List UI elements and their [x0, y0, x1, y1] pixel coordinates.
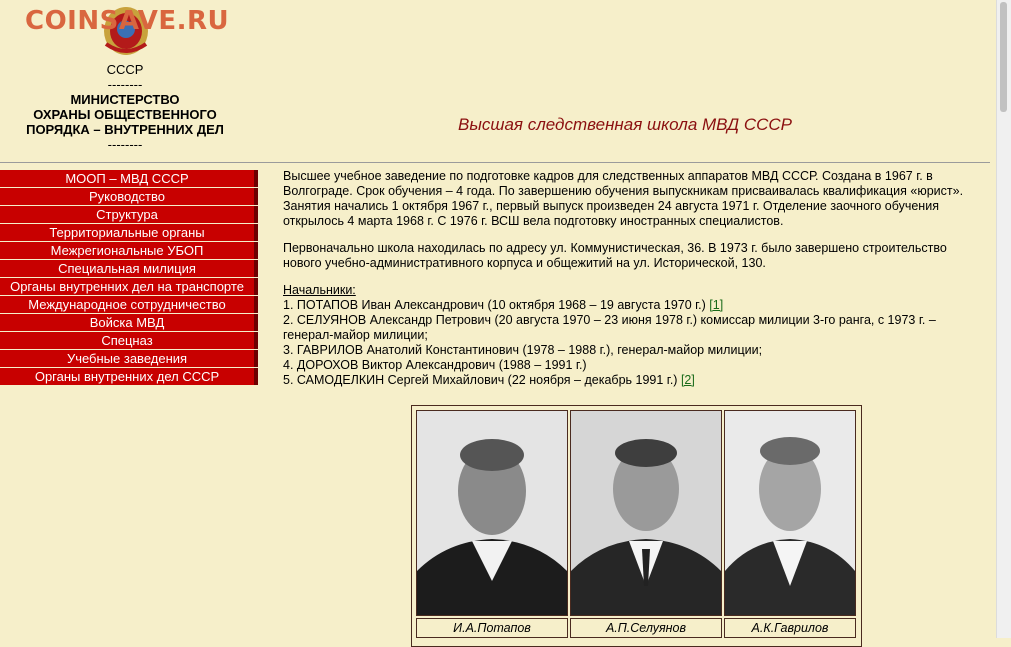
ministry-line-1: МИНИСТЕРСТВО	[70, 92, 180, 107]
menu-item-transport[interactable]: Органы внутренних дел на транспорте	[0, 278, 258, 295]
portrait-gavrilov	[724, 410, 856, 616]
vertical-scrollbar[interactable]	[996, 0, 1011, 638]
header-divider-bottom: --------	[107, 137, 143, 152]
page-title: Высшая следственная школа МВД СССР	[457, 115, 793, 134]
ministry-line-3: ПОРЯДКА – ВНУТРЕННИХ ДЕЛ	[26, 122, 224, 137]
menu-item-structure[interactable]: Структура	[0, 206, 258, 223]
menu-item-international[interactable]: Международное сотрудничество	[0, 296, 258, 313]
chief-item: 4. ДОРОХОВ Виктор Александрович (1988 – 1991 г.)	[283, 358, 587, 372]
menu-item-territorial[interactable]: Территориальные органы	[0, 224, 258, 241]
portrait-seluyanov	[570, 410, 722, 616]
chief-item: 1. ПОТАПОВ Иван Александрович (10 октября 1968 – 19 августа 1970 г.) [1]	[283, 298, 724, 312]
location-paragraph: Первоначально школа находилась по адресу ул. Коммунистическая, 36. В 1973 г. было завершено строительство нового учебно-административного корпуса и общежитий на ул. Исторической, 130.	[283, 241, 947, 270]
header-separator	[0, 162, 990, 163]
portrait-caption: И.А.Потапов	[416, 618, 568, 638]
intro-paragraph: Высшее учебное заведение по подготовке кадров для следственных аппаратов МВД СССР. Создана в 1967 г. в Волгограде. Срок обучения – 4 года. По завершению обучения выпускникам присваивалась квалификация «юрист». Занятия начались 1 октября 1967 г., первый выпуск произведен 24 августа 1971 г. Отделение заочного обучения открылось 4 марта 1968 г. С 1976 г. ВСШ вела подготовку иностранных специалистов.	[283, 169, 964, 228]
ministry-header	[0, 62, 250, 152]
chiefs-heading: Начальники:	[283, 283, 356, 297]
scrollbar-thumb[interactable]	[1000, 2, 1007, 112]
main-content	[283, 169, 983, 388]
footnote-link-2[interactable]: [2]	[680, 373, 695, 387]
portrait-potapov	[416, 410, 568, 616]
menu-item-leadership[interactable]: Руководство	[0, 188, 258, 205]
portrait-caption: А.П.Селуянов	[570, 618, 722, 638]
portrait-table	[411, 405, 862, 647]
menu-item-education[interactable]: Учебные заведения	[0, 350, 258, 367]
chief-item: 3. ГАВРИЛОВ Анатолий Константинович (1978 – 1988 г.), генерал-майор милиции;	[283, 343, 763, 357]
menu-item-moop-mvd[interactable]: МООП – МВД СССР	[0, 170, 258, 187]
ministry-line-2: ОХРАНЫ ОБЩЕСТВЕННОГО	[33, 107, 217, 122]
portrait-photo-icon	[417, 411, 567, 615]
portrait-photo-icon	[725, 411, 855, 615]
chief-item: 2. СЕЛУЯНОВ Александр Петрович (20 августа 1970 – 23 июня 1978 г.) комиссар милиции 3-го ранга, с 1973 г. – генерал-майор милиции;	[283, 313, 936, 342]
footnote-link-1[interactable]: [1]	[709, 298, 724, 312]
portrait-caption: А.К.Гаврилов	[724, 618, 856, 638]
menu-item-special-militia[interactable]: Специальная милиция	[0, 260, 258, 277]
sidebar-menu	[0, 170, 258, 386]
header-divider-top: --------	[107, 77, 143, 92]
chief-item: 5. САМОДЕЛКИН Сергей Михайлович (22 ноября – декабрь 1991 г.) [2]	[283, 373, 695, 387]
ussr-label: СССР	[106, 62, 144, 77]
menu-item-ussr-organs[interactable]: Органы внутренних дел СССР	[0, 368, 258, 385]
menu-item-ubop[interactable]: Межрегиональные УБОП	[0, 242, 258, 259]
portrait-photo-icon	[571, 411, 721, 615]
menu-item-spetsnaz[interactable]: Спецназ	[0, 332, 258, 349]
menu-item-troops[interactable]: Войска МВД	[0, 314, 258, 331]
site-watermark: COINSAVE.RU	[25, 6, 230, 36]
